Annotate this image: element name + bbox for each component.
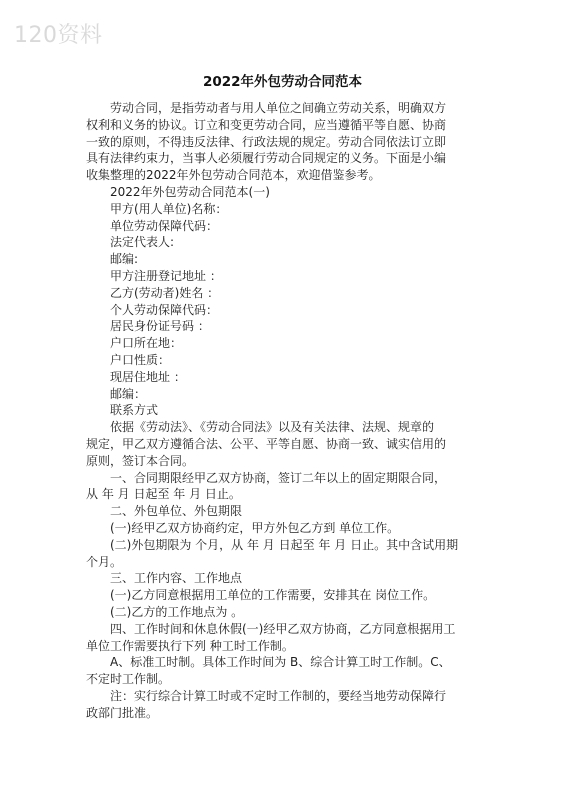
document-title: 2022年外包劳动合同范本 xyxy=(202,74,363,90)
document-line: 规定，甲乙双方遵循合法、公平、平等自愿、协商一致、诚实信用的 xyxy=(86,436,447,451)
document-line: 甲方(用人单位)名称： xyxy=(110,201,228,216)
document-line: 法定代表人: xyxy=(110,235,175,250)
document-line: 甲方注册登记地址 ： xyxy=(110,268,222,283)
document-body xyxy=(86,100,484,721)
document-line: 邮编: xyxy=(110,252,139,267)
document-line: 不定时工作制。 xyxy=(86,672,171,687)
document-line: 户口所在地： xyxy=(110,336,183,351)
document-line: 从 年 月 日起至 年 月 日止。 xyxy=(86,487,241,502)
document-line: 一致的原则，不得违反法律、行政法规的规定。劳动合同依法订立即 xyxy=(86,134,447,149)
document-line: 权利和义务的协议。订立和变更劳动合同，应当遵循平等自愿、协商 xyxy=(86,117,447,132)
document-line: 2022年外包劳动合同范本(一) xyxy=(110,184,270,199)
watermark-logo: 120资料 xyxy=(14,23,103,48)
document-line: 依据《劳动法》、《劳动合同法》以及有关法律、法规、规章的 xyxy=(110,420,435,435)
document-line: 三、工作内容、工作地点 xyxy=(110,571,243,586)
document-line: 注：实行综合计算工时或不定时工作制的，要经当地劳动保障行 xyxy=(110,688,447,703)
document-line: 现居住地址 ： xyxy=(110,369,186,384)
document-line: 居民身份证号码 ： xyxy=(110,319,210,334)
document-line: 劳动合同，是指劳动者与用人单位之间确立劳动关系，明确双方 xyxy=(110,101,447,115)
document-line: 收集整理的2022年外包劳动合同范本，欢迎借鉴参考。 xyxy=(86,168,381,183)
document-line: (一)乙方同意根据用工单位的工作需要，安排其在 岗位工作。 xyxy=(110,588,436,603)
document-line: 个月。 xyxy=(86,554,123,569)
document-line: 二、外包单位、外包期限 xyxy=(110,504,243,519)
document-line: 四、工作时间和休息休假(一)经甲乙双方协商，乙方同意根据用工 xyxy=(110,621,456,636)
document-line: 个人劳动保障代码： xyxy=(110,302,219,317)
document-line: A、标准工时制。具体工作时间为 B、综合计算工时工作制。C、 xyxy=(110,655,451,670)
document-line: (二)外包期限为 个月，从 年 月 日起至 年 月 日止。其中含试用期 xyxy=(110,537,459,552)
document-line: 乙方(劳动者)姓名 ： xyxy=(110,285,220,300)
document-line: 政部门批准。 xyxy=(86,705,159,720)
document-line: 单位劳动保障代码： xyxy=(110,218,219,233)
document-line: 一、合同期限经甲乙双方协商，签订二年以上的固定期限合同， xyxy=(110,470,447,485)
document-line: 联系方式 xyxy=(110,403,159,418)
document-line: 原则，签订本合同。 xyxy=(86,453,195,468)
document-line: (一)经甲乙双方协商约定，甲方外包乙方到 单位工作。 xyxy=(110,520,400,535)
document-line: 单位工作需要执行下列 种工时工作制。 xyxy=(86,638,294,653)
document-line: 具有法律约束力，当事人必须履行劳动合同规定的义务。下面是小编 xyxy=(86,151,447,166)
document-line: (二)乙方的工作地点为 。 xyxy=(110,604,244,619)
document-line: 户口性质： xyxy=(110,352,171,367)
document-line: 邮编： xyxy=(110,386,147,401)
